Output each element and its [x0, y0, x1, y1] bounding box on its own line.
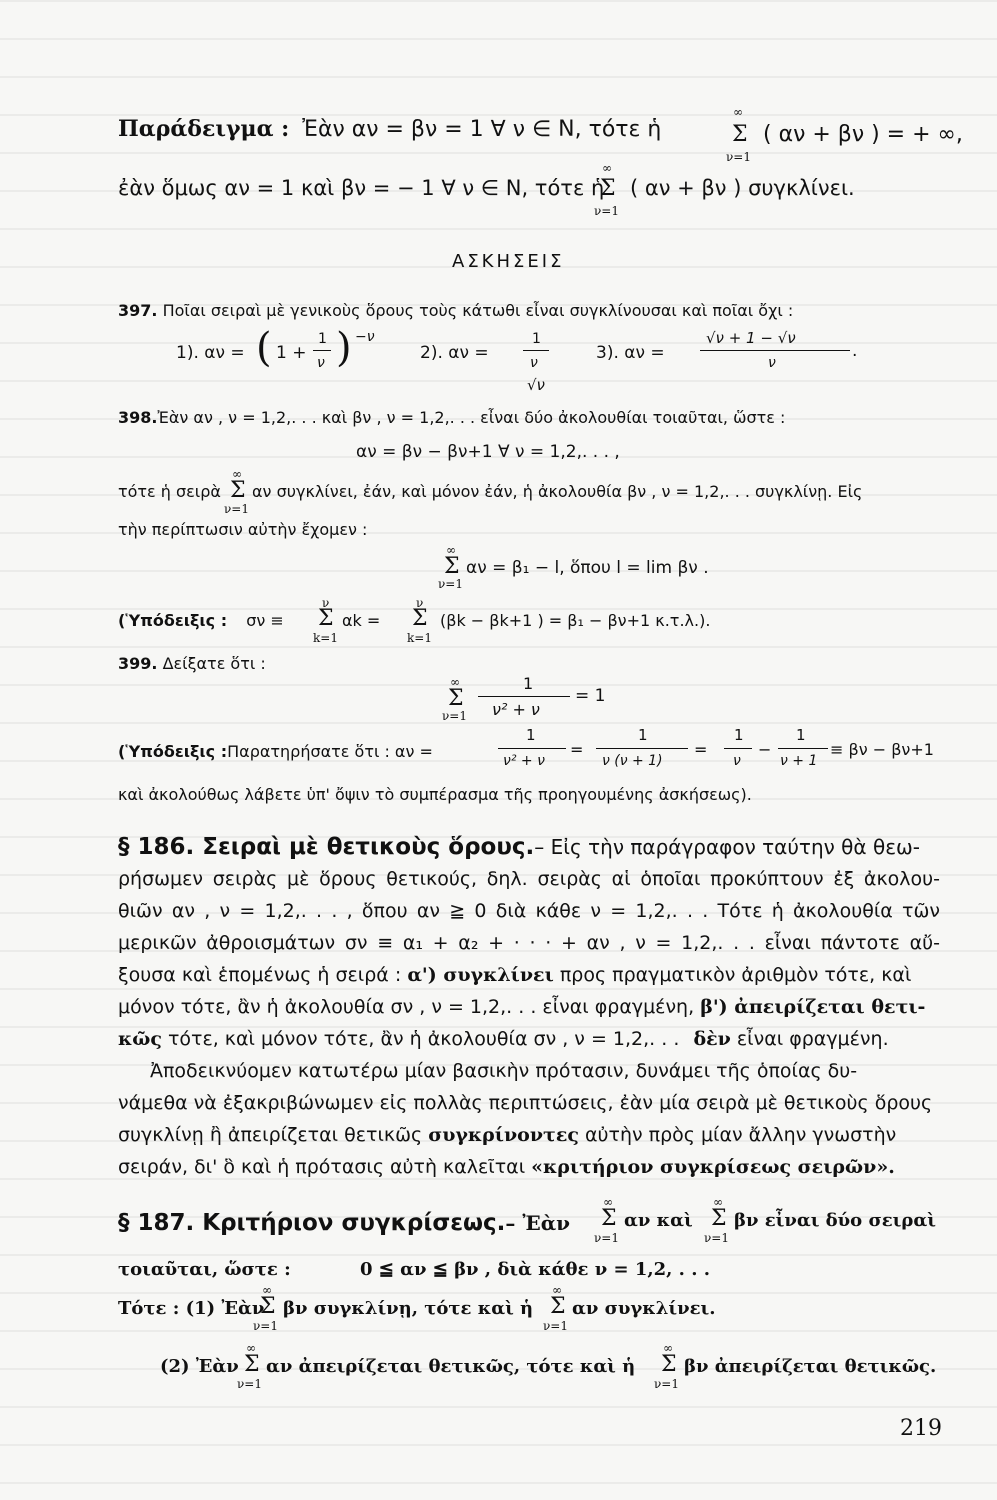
sum-upper: ∞ — [450, 675, 460, 689]
ex398-line-3-end: αν συγκλίνει, ἐάν, καὶ μόνον ἐάν, ἡ ἀκολουθία βν , ν = 1,2,. . . συγκλίνῃ. Εἰς — [252, 482, 863, 501]
section-186-text-7: τότε, καὶ μόνον τότε, ἂν ἡ ἀκολουθία σν , ν = 1,2,. . . — [167, 1028, 680, 1050]
ex398-hint-c: (βk − βk+1 ) = β₁ − βν+1 κ.τ.λ.). — [440, 611, 711, 630]
section-186-text-10b: αὐτὴν πρὸς μίαν ἄλλην γνωστὴν — [584, 1124, 897, 1146]
section-186-bold-c: δὲν — [693, 1028, 731, 1050]
sum-upper: ∞ — [733, 105, 743, 119]
section-186-text-6: μόνον τότε, ἂν ἡ ἀκολουθία σν , ν = 1,2,. . . εἶναι φραγμένη, — [118, 996, 695, 1018]
section-187-line-2a: τοιαῦται, ὥστε : — [118, 1259, 291, 1280]
ex399-h3-den: ν — [733, 753, 741, 769]
sum-symbol: Σ — [444, 554, 460, 579]
sum-symbol: Σ — [230, 478, 246, 503]
page-number: 219 — [900, 1416, 942, 1441]
sum-symbol: Σ — [448, 686, 464, 711]
sum-lower: ν=1 — [224, 502, 249, 516]
ex398-formula-2: αν = β₁ − l, ὅπου l = lim βν . — [466, 558, 709, 578]
ex397-f1-exponent: −ν — [355, 329, 375, 345]
sum-upper: ∞ — [552, 1283, 562, 1297]
equals-sign: = — [570, 740, 584, 759]
sum-lower: ν=1 — [654, 1377, 679, 1391]
section-186-bold-d: συγκρίνοντες — [428, 1124, 579, 1146]
section-187-title: § 187. Κριτήριον συγκρίσεως. — [118, 1210, 506, 1236]
example-line-1 — [118, 118, 661, 141]
section-186-line-10 — [118, 1126, 896, 1145]
section-187-intro-c: βν εἶναι δύο σειραὶ — [734, 1210, 936, 1231]
ex397-f1-paren-right: ) — [336, 325, 352, 371]
ex397-f2-lhs: 2). αν = — [420, 343, 489, 363]
section-186-text-11: σειράν, δι' ὃ καὶ ἡ πρότασις αὐτὴ καλεῖται — [118, 1156, 526, 1178]
ex397-f2-fraction-bar — [523, 350, 549, 351]
section-186-bold-e: «κριτήριον συγκρίσεως σειρῶν». — [531, 1156, 895, 1178]
ex399-f-fraction-bar — [478, 696, 570, 697]
section-186-line-1 — [118, 836, 940, 859]
sum-lower: ν=1 — [442, 709, 467, 723]
example-line-1-text: Ἐὰν αν = βν = 1 ∀ ν ∈ Ν, τότε ἡ — [302, 117, 662, 142]
exercise-398-line — [118, 410, 785, 426]
section-187-case-1a: Τότε : (1) Ἐὰν — [118, 1298, 265, 1319]
ex399-h1-fraction-bar — [498, 748, 566, 749]
sum-lower: ν=1 — [237, 1377, 262, 1391]
section-186-bold-b2: κῶς — [118, 1028, 162, 1050]
ex399-hint-a: Παρατηρήσατε ὅτι : αν = — [227, 742, 433, 761]
section-187-case-1c: αν συγκλίνει. — [572, 1298, 716, 1319]
sum-symbol: Σ — [260, 1294, 276, 1319]
hint-sum-lower: k=1 — [407, 631, 432, 645]
ex399-tail: καὶ ἀκολούθως λάβετε ὑπ' ὄψιν τὸ συμπέρασμα τῆς προηγουμένης ἀσκήσεως). — [118, 785, 752, 804]
ex399-hint-label: (Ὑπόδειξις : — [118, 742, 228, 761]
example-line-2: ἐὰν ὅμως αν = 1 καὶ βν = − 1 ∀ ν ∈ Ν, τότε ἡ — [118, 176, 605, 200]
sum-symbol: Σ — [661, 1352, 677, 1377]
ex399-f-den: ν² + ν — [492, 700, 540, 719]
exercise-397-number: 397. — [118, 301, 158, 320]
ex397-f3-end: . — [852, 341, 858, 361]
ex399-h2-den: ν (ν + 1) — [602, 753, 663, 769]
ex397-f1-lhs: 1). αν = — [176, 343, 245, 363]
ex397-f1-paren-left: ( — [256, 325, 272, 371]
sum-symbol: Σ — [601, 1206, 617, 1231]
sum-lower: ν=1 — [594, 1231, 619, 1245]
ex397-f3-den: ν — [768, 355, 776, 371]
section-186-text-10a: συγκλίνῃ ἢ ἀπειρίζεται θετικῶς — [118, 1124, 423, 1146]
section-187-case-2a: (2) Ἐὰν — [160, 1356, 239, 1377]
section-186-text-7b: εἶναι φραγμένη. — [736, 1028, 889, 1050]
exercise-398-number: 398. — [118, 408, 158, 427]
section-186-line-9: νάμεθα νὰ ἐξακριβώνωμεν εἰς πολλὰς περιπτώσεις, ἐὰν μία σειρὰ μὲ θετικοὺς ὅρους — [118, 1092, 933, 1114]
hint-sum-upper: ν — [416, 596, 424, 610]
example-line-1-end: ( αν + βν ) = + ∞, — [763, 122, 963, 147]
exercise-399-line — [118, 656, 266, 672]
sum-symbol: Σ — [550, 1294, 566, 1319]
section-186-text-5b: προς πραγματικὸν ἀριθμὸν τότε, καὶ — [559, 964, 912, 986]
ex399-h1-num: 1 — [526, 726, 536, 744]
section-186-line-7 — [118, 1030, 889, 1049]
ex398-formula: αν = βν − βν+1 ∀ ν = 1,2,. . . , — [356, 442, 620, 462]
ex398-hint-b: αk = — [342, 611, 381, 630]
ex399-h4-num: 1 — [796, 726, 806, 744]
exercise-399-text: Δείξατε ὅτι : — [162, 654, 266, 673]
section-186-bold-a: α') συγκλίνει — [407, 964, 554, 986]
exercise-397-text: Ποῖαι σειραὶ μὲ γενικοὺς ὅρους τοὺς κάτωθι εἶναι συγκλίνουσαι καὶ ποῖαι ὄχι : — [162, 301, 794, 320]
ex399-h2-fraction-bar — [596, 748, 688, 749]
section-186-line-11 — [118, 1158, 895, 1177]
exercise-398-text: Ἐὰν αν , ν = 1,2,. . . καὶ βν , ν = 1,2,. . . εἶναι δύο ἀκολουθίαι τοιαῦται, ὥστε : — [157, 408, 786, 427]
ex399-f-rhs: = 1 — [575, 686, 606, 706]
ex399-f-num: 1 — [523, 674, 534, 693]
sum-upper: ∞ — [603, 1195, 613, 1209]
sum-symbol: Σ — [318, 606, 334, 631]
ex397-f3-fraction-bar — [700, 350, 850, 351]
ex397-f2-num: 1 — [532, 331, 541, 347]
sum-symbol: Σ — [244, 1352, 260, 1377]
ex397-f1-num: 1 — [318, 331, 327, 347]
section-187-case-1b: βν συγκλίνῃ, τότε καὶ ἡ — [283, 1298, 534, 1319]
section-186-text-1: – Εἰς τὴν παράγραφον ταύτην θὰ θεω- — [534, 835, 920, 859]
sum-lower: ν=1 — [594, 204, 619, 218]
ex397-f2-den-bottom: √ν — [527, 376, 545, 394]
section-186-line-3: θιῶν αν , ν = 1,2,. . . , ὅπου αν ≧ 0 διὰ κάθε ν = 1,2,. . . Τότε ἡ ἀκολουθία τῶν — [118, 900, 940, 922]
ex399-h1-den: ν² + ν — [503, 753, 545, 769]
sum-upper: ∞ — [262, 1283, 272, 1297]
sum-lower: ν=1 — [543, 1319, 568, 1333]
hint-sum-lower: k=1 — [313, 631, 338, 645]
ex397-f2-den-top: ν — [530, 355, 538, 371]
sum-upper: ∞ — [232, 467, 242, 481]
ex397-f1-one: 1 + — [276, 343, 307, 363]
section-186-line-4: μερικῶν ἀθροισμάτων σν ≡ α₁ + α₂ + · · · + αν , ν = 1,2,. . . εἶναι πάντοτε αὔ- — [118, 932, 940, 954]
section-187-intro-a: – Ἐὰν — [505, 1211, 571, 1235]
exercise-397-line — [118, 303, 793, 319]
sum-upper: ∞ — [663, 1341, 673, 1355]
exercise-399-number: 399. — [118, 654, 158, 673]
ex398-hint-label: (Ὑπόδειξις : — [118, 611, 228, 630]
sum-lower: ν=1 — [704, 1231, 729, 1245]
sum-lower: ν=1 — [438, 577, 463, 591]
equals-sign: = — [694, 740, 708, 759]
section-187-case-2c: βν ἀπειρίζεται θετικῶς. — [684, 1356, 937, 1377]
ex397-f3-num: √ν + 1 − √ν — [706, 329, 796, 347]
section-187-case-2b: αν ἀπειρίζεται θετικῶς, τότε καὶ ἡ — [266, 1356, 636, 1377]
section-187-intro-b: αν καὶ — [624, 1210, 693, 1231]
section-187-line-1 — [118, 1212, 570, 1235]
section-186-line-8: Ἀποδεικνύομεν κατωτέρω μίαν βασικὴν πρότασιν, δυνάμει τῆς ὁποίας δυ- — [150, 1060, 858, 1082]
section-186-text-5a: ξουσα καὶ ἑπομένως ἡ σειρά : — [118, 964, 402, 986]
example-line-2-end: ( αν + βν ) συγκλίνει. — [630, 176, 855, 200]
section-186-line-2: ρήσωμεν σειρὰς μὲ ὅρους θετικούς, δηλ. σειρὰς αἱ ὁποῖαι προκύπτουν ἐξ ἀκολου- — [118, 868, 940, 890]
sum-upper: ∞ — [246, 1341, 256, 1355]
sum-upper: ∞ — [602, 161, 612, 175]
minus-sign: − — [758, 740, 772, 759]
ex399-h4-den: ν + 1 — [780, 753, 818, 769]
sum-lower: ν=1 — [253, 1319, 278, 1333]
section-187-line-2b: 0 ≦ αν ≦ βν , διὰ κάθε ν = 1,2, . . . — [360, 1259, 711, 1280]
hint-sum-upper: ν — [322, 596, 330, 610]
sum-upper: ∞ — [713, 1195, 723, 1209]
section-186-title: § 186. Σειραὶ μὲ θετικοὺς ὅρους. — [118, 834, 535, 860]
sum-symbol: Σ — [711, 1206, 727, 1231]
ex399-h2-num: 1 — [638, 726, 648, 744]
section-186-bold-b: β') ἀπειρίζεται θετι- — [700, 996, 926, 1018]
ex399-h4-fraction-bar — [778, 748, 828, 749]
ex399-hint — [118, 744, 433, 760]
section-186-line-5 — [118, 966, 911, 985]
ex398-line-3: τότε ἡ σειρὰ — [118, 482, 221, 501]
ex398-line-4: τὴν περίπτωσιν αὐτὴν ἔχομεν : — [118, 520, 368, 539]
sum-upper: ∞ — [446, 543, 456, 557]
ex398-hint — [118, 613, 284, 629]
ex397-f3-lhs: 3). αν = — [596, 343, 665, 363]
ex397-f1-den: ν — [317, 355, 325, 371]
ex399-h3-num: 1 — [734, 726, 744, 744]
sum-symbol: Σ — [600, 176, 616, 201]
sum-symbol: Σ — [732, 122, 748, 147]
sum-symbol: Σ — [412, 606, 428, 631]
example-label: Παράδειγμα : — [118, 116, 290, 142]
ex399-hint-end: ≡ βν − βν+1 — [830, 740, 934, 759]
ex399-h3-fraction-bar — [724, 748, 752, 749]
section-186-line-6 — [118, 998, 925, 1017]
ex397-f1-fraction-bar — [313, 350, 331, 351]
exercises-heading: ΑΣΚΗΣΕΙΣ — [452, 251, 565, 272]
sum-lower: ν=1 — [726, 150, 751, 164]
ex398-hint-a: σν ≡ — [246, 611, 284, 630]
